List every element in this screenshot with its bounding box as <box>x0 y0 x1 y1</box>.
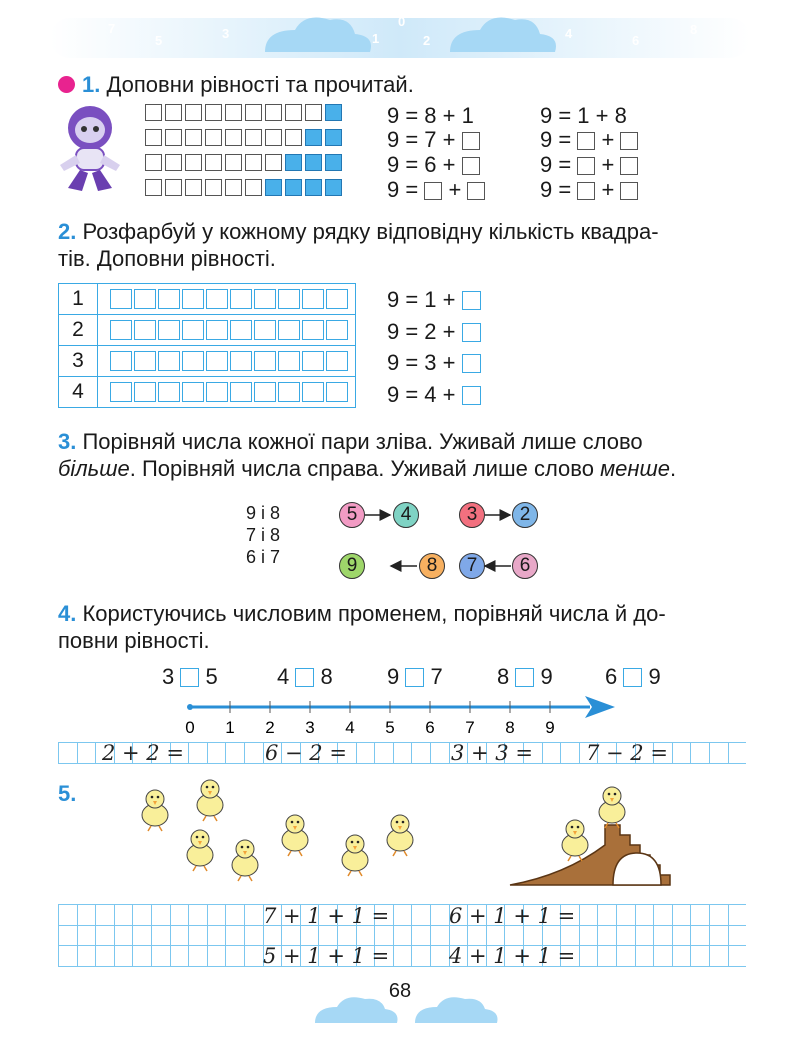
grid-line <box>709 904 710 966</box>
handwritten-expr: 7 + 1 + 1 = <box>263 904 390 928</box>
cloud-num: 6 <box>632 33 640 48</box>
number-circle: 3 <box>459 502 485 528</box>
compare-box[interactable] <box>180 668 199 687</box>
handwritten-expr: 5 + 1 + 1 = <box>263 944 390 968</box>
ex5-grid <box>58 904 746 966</box>
ex1-text: Доповни рівності та прочитай. <box>106 72 414 97</box>
handwritten-expr: 6 + 1 + 1 = <box>449 904 576 928</box>
compare-item: 6 9 <box>605 664 661 689</box>
row-number: 3 <box>59 346 98 377</box>
grid-line <box>728 742 729 763</box>
number-circle: 8 <box>419 553 445 579</box>
ex1-number: 1. <box>82 72 101 97</box>
chick-icon <box>282 815 308 856</box>
grid-line <box>225 742 226 763</box>
grid-line <box>58 966 746 967</box>
cloud-num: 8 <box>690 22 698 37</box>
ex3-instruction: 3. Порівняй числа кожної пари зліва. Уживай лише слово більше. Порівняй числа справа. Уживай лише слово менше. <box>58 429 677 481</box>
ex1-eq-r1-left: 9 = 8 + 1 <box>387 103 474 128</box>
compare-item: 8 9 <box>497 664 553 689</box>
handwritten-expr: 2 + 2 = <box>102 741 184 765</box>
number-circle: 4 <box>393 502 419 528</box>
grid-line <box>709 742 710 763</box>
grid-line <box>77 904 78 966</box>
compare-item: 9 7 <box>387 664 443 689</box>
compare-box[interactable] <box>405 668 424 687</box>
grid-line <box>188 904 189 966</box>
row-number: 1 <box>59 284 98 315</box>
compare-box[interactable] <box>295 668 314 687</box>
ex1-eq-r4-left: 9 = + <box>387 176 485 204</box>
ex1-eq-r1-right: 9 = 1 + 8 <box>540 103 627 128</box>
grid-line <box>672 904 673 966</box>
chick-icon <box>142 790 168 831</box>
grid-line <box>95 742 96 763</box>
grid-line <box>170 904 171 966</box>
grid-line <box>411 742 412 763</box>
grid-line <box>263 742 264 763</box>
cloud-num: 1 <box>372 31 380 46</box>
grid-line <box>690 742 691 763</box>
grid-line <box>188 742 189 763</box>
cloud-num: 2 <box>423 33 431 48</box>
pair: 9 і 8 <box>246 503 281 523</box>
ex1-eq-r3-right: 9 = + <box>540 151 638 179</box>
ray-label: 6 <box>425 718 435 737</box>
ex5-number: 5. <box>58 781 77 806</box>
grid-line <box>244 904 245 966</box>
pair: 7 і 8 <box>246 525 281 545</box>
grid-line <box>58 945 746 946</box>
grid-line <box>579 904 580 966</box>
grid-line <box>95 904 96 966</box>
grid-line <box>393 904 394 966</box>
grid-line <box>58 925 746 926</box>
ex2-equation: 9 = 4 + <box>387 381 481 409</box>
cloud-num: 4 <box>565 26 573 41</box>
grid-line <box>132 904 133 966</box>
ex1-eq-r3-left: 9 = 6 + <box>387 151 480 179</box>
handwritten-expr: 4 + 1 + 1 = <box>449 944 576 968</box>
grid-line <box>244 742 245 763</box>
cloud-num: 7 <box>108 21 116 36</box>
compare-box[interactable] <box>515 668 534 687</box>
handwritten-expr: 7 − 2 = <box>586 741 668 765</box>
grid-line <box>225 904 226 966</box>
cloud-num: 5 <box>155 33 163 48</box>
grid-line <box>207 904 208 966</box>
ex2-equation: 9 = 2 + <box>387 318 481 346</box>
grid-line <box>356 742 357 763</box>
number-circle: 5 <box>339 502 365 528</box>
cloud-num: 0 <box>398 14 406 29</box>
handwritten-expr: 3 + 3 = <box>451 741 533 765</box>
grid-line <box>374 742 375 763</box>
cloud-num: 3 <box>222 26 230 41</box>
number-circle: 7 <box>459 553 485 579</box>
ex2-equation: 9 = 1 + <box>387 286 481 314</box>
grid-line <box>653 904 654 966</box>
ray-label: 4 <box>345 718 355 737</box>
chick-icon <box>599 787 625 828</box>
grid-line <box>560 742 561 763</box>
ray-label: 5 <box>385 718 395 737</box>
ray-label: 1 <box>225 718 235 737</box>
grid-line <box>672 742 673 763</box>
number-ray <box>170 693 620 738</box>
ex2-equation: 9 = 3 + <box>387 349 481 377</box>
ex1-eq-r2-left: 9 = 7 + <box>387 126 480 154</box>
ex2-instruction: 2. Розфарбуй у кожному рядку відповідну кількість квадра- тів. Доповни рівності. <box>58 219 659 271</box>
grid-line <box>430 904 431 966</box>
grid-line <box>449 742 450 763</box>
row-number: 2 <box>59 315 98 346</box>
grid-line <box>393 742 394 763</box>
chick-icon <box>342 835 368 876</box>
grid-line <box>411 904 412 966</box>
ray-label: 8 <box>505 718 515 737</box>
grid-line <box>579 742 580 763</box>
chick-icon <box>562 820 588 861</box>
chicks-illustration <box>120 775 430 890</box>
ray-label: 0 <box>185 718 195 737</box>
grid-line <box>58 904 59 966</box>
ex1-eq-r2-right: 9 = + <box>540 126 638 154</box>
grid-line <box>151 904 152 966</box>
grid-line <box>690 904 691 966</box>
number-circle: 2 <box>512 502 538 528</box>
ex4-instruction: 4. Користуючись числовим променем, порівняй числа й до- повни рівності. <box>58 601 666 653</box>
number-circle: 9 <box>339 553 365 579</box>
pair: 6 і 7 <box>246 547 281 567</box>
compare-item: 4 8 <box>277 664 333 689</box>
ray-label: 9 <box>545 718 555 737</box>
grid-line <box>58 742 59 763</box>
chick-icon <box>232 840 258 881</box>
number-circle: 6 <box>512 553 538 579</box>
ray-label: 7 <box>465 718 475 737</box>
page-number: 68 <box>388 980 412 1002</box>
row-number: 4 <box>59 377 98 408</box>
grid-line <box>207 742 208 763</box>
chick-icon <box>187 830 213 871</box>
grid-line <box>542 742 543 763</box>
ex1-eq-r4-right: 9 = + <box>540 176 638 204</box>
grid-line <box>430 742 431 763</box>
grid-line <box>635 904 636 966</box>
chick-icon <box>197 780 223 821</box>
grid-line <box>58 904 746 905</box>
compare-box[interactable] <box>623 668 642 687</box>
compare-item: 3 5 <box>162 664 218 689</box>
grid-line <box>616 904 617 966</box>
ray-label: 3 <box>305 718 315 737</box>
ray-label: 2 <box>265 718 275 737</box>
slide-illustration <box>505 780 685 890</box>
grid-line <box>597 904 598 966</box>
grid-line <box>77 742 78 763</box>
chick-icon <box>387 815 413 856</box>
handwritten-expr: 6 − 2 = <box>265 741 347 765</box>
grid-line <box>728 904 729 966</box>
grid-line <box>114 904 115 966</box>
